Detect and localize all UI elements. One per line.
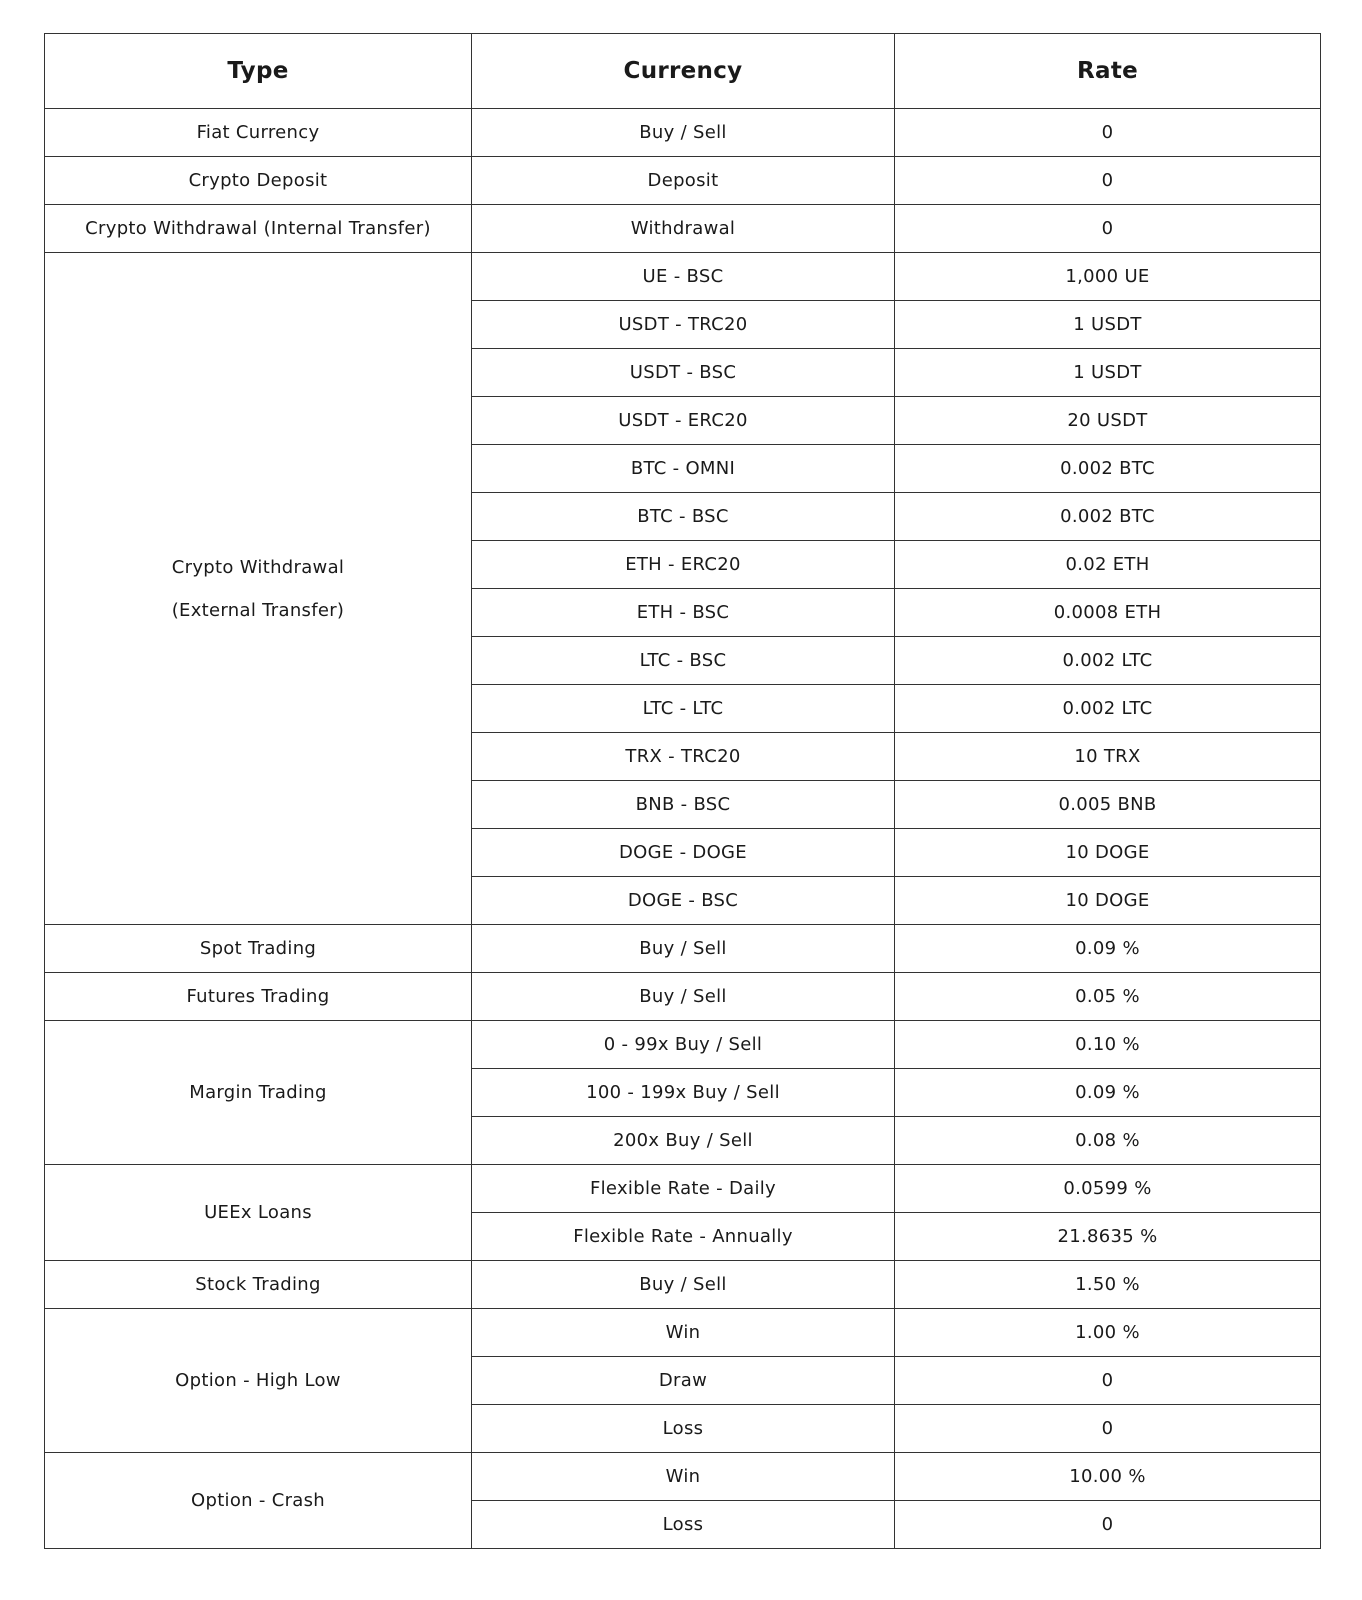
currency-cell: USDT - BSC (472, 349, 895, 397)
rate-cell: 0 (895, 1357, 1321, 1405)
currency-cell: ETH - ERC20 (472, 541, 895, 589)
table-row (45, 1021, 1321, 1069)
currency-cell: Draw (472, 1357, 895, 1405)
type-label: Option - Crash (191, 1490, 325, 1511)
header-rate: Rate (895, 34, 1321, 109)
table-row (45, 1309, 1321, 1357)
type-label: Crypto Withdrawal (Internal Transfer) (85, 218, 431, 239)
type-cell (45, 1453, 472, 1549)
rate-cell: 0.002 BTC (895, 493, 1321, 541)
currency-cell: USDT - TRC20 (472, 301, 895, 349)
table-row (45, 973, 1321, 1021)
type-label: Fiat Currency (196, 122, 320, 143)
header-currency: Currency (472, 34, 895, 109)
type-label: Stock Trading (195, 1274, 321, 1295)
currency-cell: 0 - 99x Buy / Sell (472, 1021, 895, 1069)
type-cell (45, 205, 472, 253)
currency-cell: USDT - ERC20 (472, 397, 895, 445)
table-row (45, 109, 1321, 157)
type-cell (45, 1021, 472, 1165)
rate-cell: 1,000 UE (895, 253, 1321, 301)
type-label: Margin Trading (189, 1082, 327, 1103)
currency-cell: LTC - BSC (472, 637, 895, 685)
rate-cell: 1.50 % (895, 1261, 1321, 1309)
currency-cell: 100 - 199x Buy / Sell (472, 1069, 895, 1117)
rate-cell: 0.0599 % (895, 1165, 1321, 1213)
header-row (45, 34, 1321, 109)
currency-cell: BTC - BSC (472, 493, 895, 541)
currency-cell: Withdrawal (472, 205, 895, 253)
rate-cell: 0 (895, 1405, 1321, 1453)
header-type: Type (45, 34, 472, 109)
currency-cell: Loss (472, 1405, 895, 1453)
table-row (45, 1165, 1321, 1213)
rate-cell: 0.002 LTC (895, 637, 1321, 685)
type-label: Crypto Withdrawal (171, 556, 345, 578)
currency-cell: 200x Buy / Sell (472, 1117, 895, 1165)
rate-cell: 1.00 % (895, 1309, 1321, 1357)
type-cell (45, 157, 472, 205)
type-label: Crypto Deposit (188, 170, 328, 191)
currency-cell: UE - BSC (472, 253, 895, 301)
rate-cell: 10 DOGE (895, 877, 1321, 925)
rate-cell: 21.8635 % (895, 1213, 1321, 1261)
currency-cell: Buy / Sell (472, 109, 895, 157)
table-row (45, 157, 1321, 205)
table-row (45, 205, 1321, 253)
currency-cell: DOGE - BSC (472, 877, 895, 925)
rate-cell: 0.02 ETH (895, 541, 1321, 589)
rate-cell: 1 USDT (895, 349, 1321, 397)
rate-cell: 0 (895, 157, 1321, 205)
currency-cell: DOGE - DOGE (472, 829, 895, 877)
type-cell (45, 925, 472, 973)
type-label: UEEx Loans (204, 1202, 312, 1223)
table-row (45, 253, 1321, 301)
rate-cell: 0 (895, 109, 1321, 157)
currency-cell: Flexible Rate - Daily (472, 1165, 895, 1213)
rate-cell: 10.00 % (895, 1453, 1321, 1501)
type-label: Option - High Low (175, 1370, 341, 1391)
rate-cell: 0 (895, 1501, 1321, 1549)
currency-cell: Win (472, 1309, 895, 1357)
rate-cell: 10 DOGE (895, 829, 1321, 877)
rate-cell: 20 USDT (895, 397, 1321, 445)
rate-cell: 0.05 % (895, 973, 1321, 1021)
currency-cell: Buy / Sell (472, 925, 895, 973)
type-cell (45, 1165, 472, 1261)
rate-cell: 0.09 % (895, 925, 1321, 973)
rate-cell: 0.002 LTC (895, 685, 1321, 733)
currency-cell: BNB - BSC (472, 781, 895, 829)
currency-cell: LTC - LTC (472, 685, 895, 733)
rate-cell: 0.09 % (895, 1069, 1321, 1117)
type-label: Spot Trading (199, 938, 317, 959)
type-cell (45, 973, 472, 1021)
rate-cell: 0.08 % (895, 1117, 1321, 1165)
fee-table (44, 33, 1321, 1549)
table-row (45, 1453, 1321, 1501)
currency-cell: BTC - OMNI (472, 445, 895, 493)
table-row (45, 925, 1321, 973)
rate-cell: 0.0008 ETH (895, 589, 1321, 637)
type-cell (45, 1309, 472, 1453)
currency-cell: Loss (472, 1501, 895, 1549)
rate-cell: 0.10 % (895, 1021, 1321, 1069)
type-label: Futures Trading (186, 986, 330, 1007)
currency-cell: Deposit (472, 157, 895, 205)
currency-cell: ETH - BSC (472, 589, 895, 637)
rate-cell: 0 (895, 205, 1321, 253)
currency-cell: Win (472, 1453, 895, 1501)
type-cell (45, 253, 472, 925)
type-label: (External Transfer) (171, 599, 345, 621)
currency-cell: Buy / Sell (472, 1261, 895, 1309)
fee-table-body (45, 109, 1321, 1549)
currency-cell: Buy / Sell (472, 973, 895, 1021)
rate-cell: 0.002 BTC (895, 445, 1321, 493)
table-row (45, 1261, 1321, 1309)
rate-cell: 0.005 BNB (895, 781, 1321, 829)
type-cell (45, 1261, 472, 1309)
type-cell (45, 109, 472, 157)
rate-cell: 1 USDT (895, 301, 1321, 349)
rate-cell: 10 TRX (895, 733, 1321, 781)
currency-cell: Flexible Rate - Annually (472, 1213, 895, 1261)
currency-cell: TRX - TRC20 (472, 733, 895, 781)
